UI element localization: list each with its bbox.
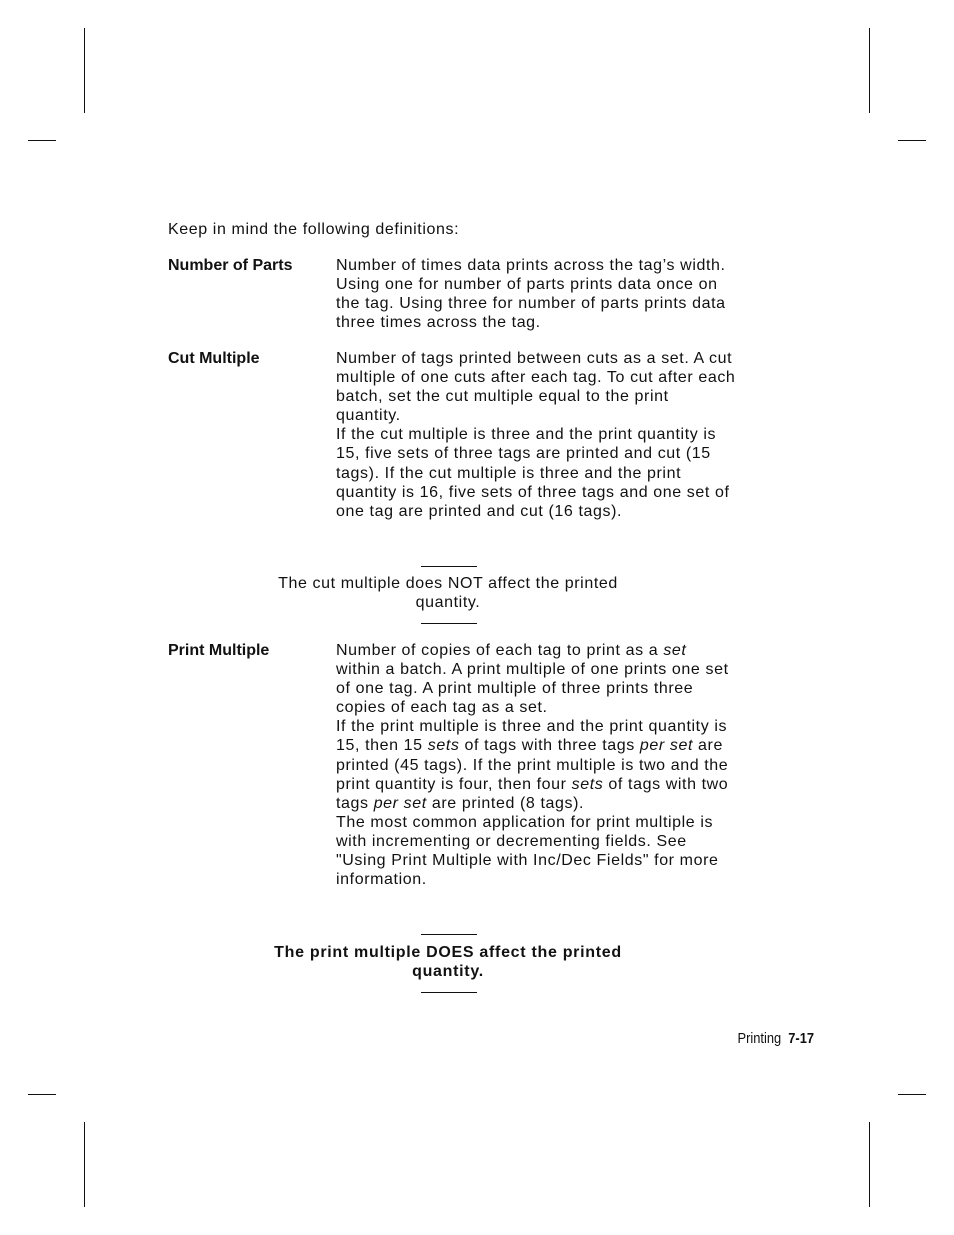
page-number: 7-17 — [788, 1030, 814, 1047]
definition-paragraph: Number of tags printed between cuts as a set. A cut multiple of one cuts after each tag. To cut after each batch, set the cut multiple equal to the print quantity. — [336, 350, 736, 425]
definition-paragraph: If the cut multiple is three and the print quantity is 15, five sets of three tags are printed and cut (15 tags). If the cut multiple is three and the print quantity is 16, five sets of three tags and one set of one tag are printed and cut (16 tags). — [336, 426, 730, 520]
crop-mark — [898, 1094, 926, 1095]
emphasis-text: sets — [571, 775, 604, 793]
definition-number-of-parts — [336, 256, 736, 332]
emphasis-text: sets — [427, 737, 460, 755]
definition-paragraph: If the print multiple is three and the print quantity is 15, then 15 sets of tags with three tags per set are printed (45 tags). If the print multiple is two and the print quantity is four, then four sets of tags with two tags per set are printed (8 tags). — [336, 718, 729, 812]
emphasis-text: per set — [373, 794, 427, 812]
footer-section: Printing — [737, 1030, 782, 1047]
note-rule-top — [421, 934, 477, 935]
crop-mark — [28, 140, 56, 141]
definition-paragraph: The most common application for print multiple is with incrementing or decrementing fields. See "Using Print Multiple with Inc/Dec Fields" for more information. — [336, 813, 719, 889]
term-print-multiple: Print Multiple — [168, 642, 270, 659]
note-rule-top — [421, 566, 477, 567]
crop-mark — [869, 28, 870, 113]
crop-mark — [869, 1122, 870, 1207]
emphasis-text: set — [663, 642, 687, 659]
crop-mark — [84, 28, 85, 113]
intro-text: Keep in mind the following definitions: — [168, 221, 460, 238]
crop-mark — [28, 1094, 56, 1095]
note-rule-bottom — [421, 623, 477, 624]
crop-mark — [84, 1122, 85, 1207]
crop-mark — [898, 140, 926, 141]
definition-print-multiple — [336, 641, 736, 889]
note-cut-multiple: The cut multiple does NOT affect the printed quantity. — [278, 575, 618, 611]
definition-paragraph: Number of copies of each tag to print as a set within a batch. A print multiple of one prints one set of one tag. A print multiple of three prints three copies of each tag as a set. — [336, 642, 729, 717]
term-number-of-parts: Number of Parts — [168, 257, 293, 274]
page-footer — [737, 1030, 814, 1047]
note-print-multiple: The print multiple DOES affect the printed quantity. — [274, 944, 622, 980]
emphasis-text: per set — [639, 737, 694, 755]
definition-paragraph: Number of times data prints across the tag’s width. Using one for number of parts prints data once on the tag. Using three for number of parts prints data three times across the tag. — [336, 257, 726, 332]
term-cut-multiple: Cut Multiple — [168, 350, 260, 367]
note-rule-bottom — [421, 992, 477, 993]
definition-cut-multiple — [336, 349, 736, 521]
